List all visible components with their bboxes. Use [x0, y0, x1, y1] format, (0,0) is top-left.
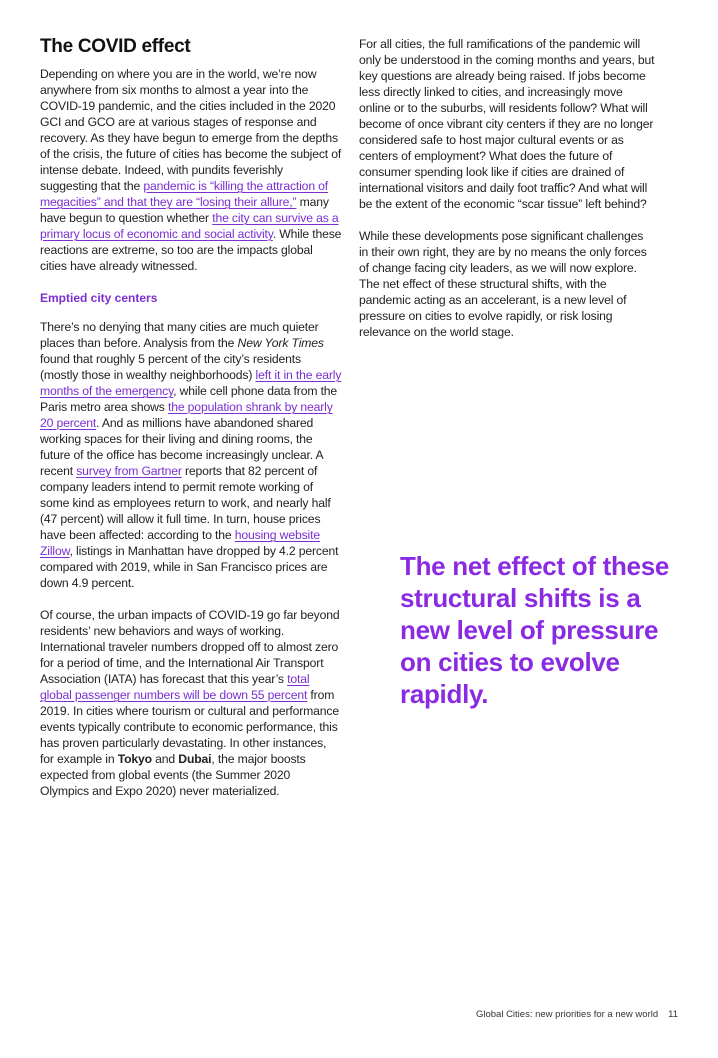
right-column	[359, 36, 655, 356]
ramifications-paragraph: For all cities, the full ramifications of the pandemic will only be understood in the coming months and years, but key questions are already being raised. If jobs become less directly linked to cities, and increasingly move online or to the suburbs, will residents follow? What will become of once vibrant city centers if they are no longer considered safe to host major cultural events or as centers of employment? What does the future of consumer spending look like if cities are drained of international visitors and daily foot traffic? And what will be the extent of the economic “scar tissue” left behind?	[359, 37, 655, 211]
link-zillow[interactable]: housing website Zillow	[40, 528, 320, 558]
p2-text-6: , listings in Manhattan have dropped by 4.2 percent compared with 2019, while in San Francisco prices are down 4.9 percent.	[40, 544, 339, 590]
page-footer	[476, 1009, 678, 1020]
link-left-early-months[interactable]: left it in the early months of the emergency	[40, 368, 342, 398]
pull-quote: The net effect of these structural shifts is a new level of pressure on cities to evolve rapidly.	[400, 551, 670, 709]
intro-paragraph	[40, 66, 342, 274]
link-population-shrank[interactable]: the population shrank by nearly 20 percent	[40, 400, 333, 430]
p3-text-4: , the major boosts expected from global events (the Summer 2020 Olympics and Expo 2020) never materialized.	[40, 752, 306, 798]
p3-tokyo: Tokyo	[117, 752, 152, 766]
p2-nyt: New York Times	[237, 336, 324, 350]
link-city-survive[interactable]: the city can survive as a primary locus of economic and social activity	[40, 211, 339, 241]
article-title: The COVID effect	[40, 36, 191, 57]
p3-text-3: and	[151, 752, 179, 766]
intro-text-3: . While these reactions are extreme, so too are the impacts global cities have already witnessed.	[40, 227, 342, 273]
p3-text-2: from 2019. In cities where tourism or cultural and performance events typically contribute to economic performance, this has proven particularly devastating. In other instances, for example in	[40, 688, 339, 766]
section-heading: Emptied city centers	[40, 291, 158, 305]
link-gartner-survey[interactable]: survey from Gartner	[76, 464, 182, 478]
left-column	[40, 36, 342, 815]
link-killing-megacities[interactable]: pandemic is “killing the attraction of megacities” and that they are “losing their allure,”	[40, 179, 329, 209]
p2-text-3: , while cell phone data from the Paris metro area shows	[40, 384, 338, 414]
emptied-centers-paragraph	[40, 319, 342, 591]
intro-text-1: Depending on where you are in the world, we’re now anywhere from six months to almost a year into the COVID-19 pandemic, and the cities included in the 2020 GCI and GCO are at various stages of response and recovery. As they have begun to emerge from the depths of the crisis, the future of cities has become the subject of intense debate. Indeed, with pundits feverishly suggesting that the	[40, 67, 342, 193]
p2-text-4: . And as millions have abandoned shared working spaces for their living and dining rooms, the future of the office has become increasingly unclear. A recent	[40, 416, 323, 478]
intro-text-2: many have begun to question whether	[40, 195, 329, 225]
p2-text-2: found that roughly 5 percent of the city’s residents (mostly those in wealthy neighborhoods)	[40, 352, 301, 382]
p3-dubai: Dubai	[178, 752, 212, 766]
p2-text-1: There’s no denying that many cities are much quieter places than before. Analysis from the	[40, 320, 319, 350]
footer-title: Global Cities: new priorities for a new world	[475, 1009, 659, 1020]
urban-impacts-paragraph	[40, 607, 342, 799]
p3-text-1: Of course, the urban impacts of COVID-19 go far beyond residents’ new behaviors and ways of working. International traveler numbers dropped off to almost zero for a period of time, and the International Air Transport Association (IATA) has forecast that this year’s	[40, 608, 340, 686]
developments-paragraph: While these developments pose significant challenges in their own right, they are by no means the only forces of change facing city leaders, as we will now explore. The net effect of these structural shifts, with the pandemic acting as an accelerant, is a new level of pressure on cities to evolve rapidly, or risk losing relevance on the world stage.	[359, 229, 647, 339]
link-passenger-numbers[interactable]: total global passenger numbers will be down 55 percent	[40, 672, 310, 702]
p2-text-5: reports that 82 percent of company leaders intend to permit remote working of some kind as employees return to work, and nearly half (47 percent) will allow it full time. In turn, house prices have been affected: according to the	[40, 464, 331, 542]
page-number: 11	[668, 1009, 678, 1020]
